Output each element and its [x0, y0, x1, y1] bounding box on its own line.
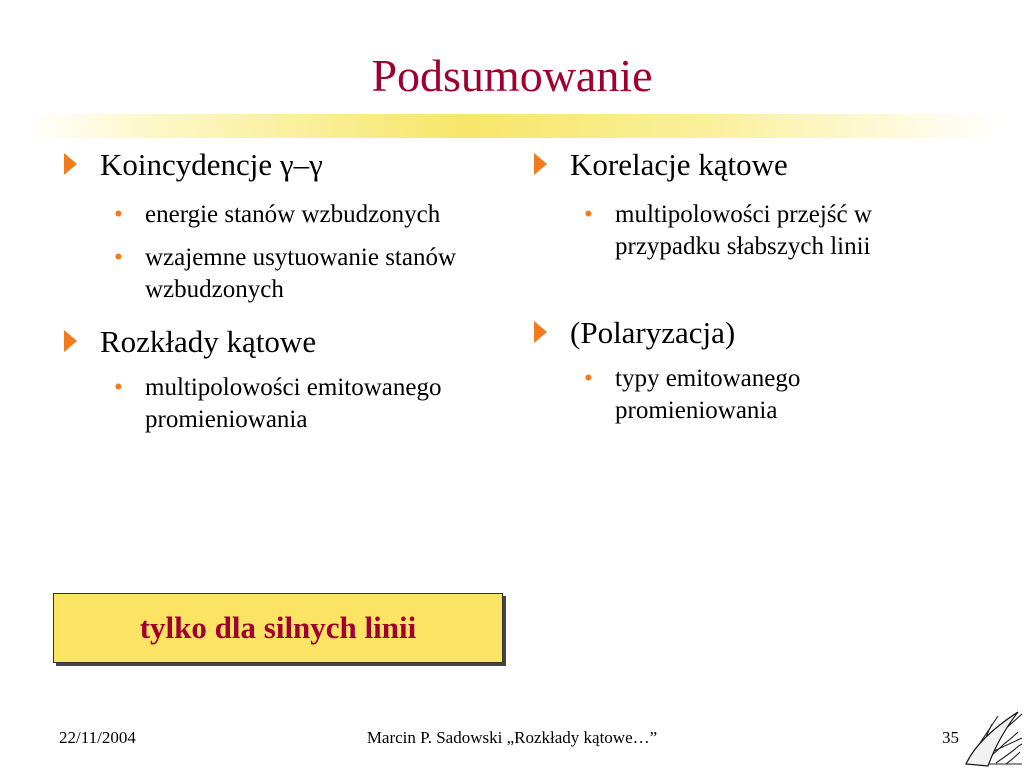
arrow-bullet-icon: [64, 153, 77, 175]
dot-bullet-icon: •: [114, 201, 123, 228]
dot-bullet-icon: •: [114, 244, 123, 271]
sub-item: [64, 372, 445, 436]
dot-bullet-icon: •: [114, 374, 123, 401]
main-item-label: Koincydencje γ–γ: [100, 147, 323, 182]
main-item-rozklady: [64, 322, 504, 362]
right-column: [534, 145, 974, 427]
dot-bullet-icon: •: [584, 365, 593, 392]
sub-list: [64, 372, 504, 436]
main-item-label: Korelacje kątowe: [570, 147, 788, 182]
footer-page-number: 35: [942, 728, 959, 747]
footer-date: 22/11/2004: [59, 728, 136, 747]
sub-list: [534, 363, 974, 427]
main-item-label: (Polaryzacja): [570, 315, 736, 350]
sub-item: [534, 199, 935, 263]
sub-list: [64, 199, 504, 306]
main-item-koincydencje: [64, 145, 504, 185]
arrow-bullet-icon: [534, 321, 547, 343]
highlight-text: tylko dla silnych linii: [139, 610, 417, 645]
highlight-box: [53, 593, 503, 663]
sub-item-label: typy emitowanego promieniowania: [615, 365, 801, 424]
left-column: [64, 145, 504, 436]
arrow-bullet-icon: [534, 153, 547, 175]
dot-bullet-icon: •: [584, 201, 593, 228]
main-item-label: Rozkłady kątowe: [100, 324, 317, 359]
sub-item: [534, 363, 915, 427]
sub-item: [64, 242, 465, 306]
sub-list: [534, 199, 974, 263]
slide-title: Podsumowanie: [371, 50, 653, 101]
sub-item-label: multipolowości emitowanego promieniowania: [145, 374, 442, 433]
main-item-polaryzacja: [534, 313, 974, 353]
main-item-korelacje: [534, 145, 974, 185]
sub-item-label: wzajemne usytuowanie stanów wzbudzonych: [145, 244, 457, 303]
sub-item-label: multipolowości przejść w przypadku słabszych linii: [615, 201, 872, 260]
arrow-bullet-icon: [64, 330, 77, 352]
spider-web-icon: [958, 708, 1024, 768]
title-underline-bar: [28, 114, 1000, 138]
sub-item: [64, 199, 475, 231]
sub-item-label: energie stanów wzbudzonych: [145, 201, 441, 228]
footer-title: Marcin P. Sadowski „Rozkłady kątowe…”: [366, 728, 658, 747]
